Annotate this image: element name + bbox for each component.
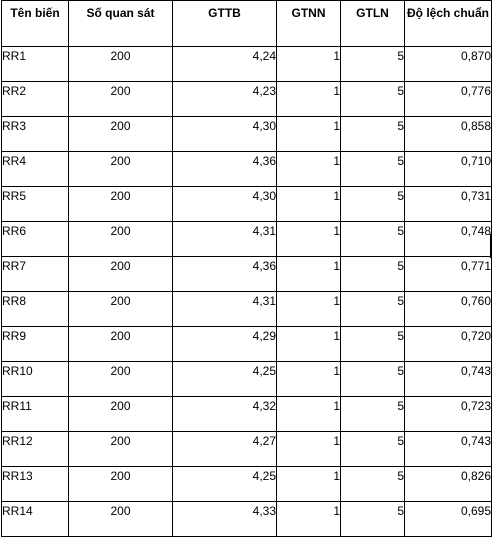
cell-variable-name: RR14: [2, 502, 69, 537]
cell-max: 5: [341, 117, 405, 152]
cell-variable-name: RR12: [2, 432, 69, 467]
cell-max: 5: [341, 502, 405, 537]
header-mean: GTTB: [173, 1, 277, 47]
cell-mean: 4,25: [173, 467, 277, 502]
cell-max: 5: [341, 327, 405, 362]
cell-max: 5: [341, 47, 405, 82]
table-row: [2, 187, 492, 222]
cell-observations: 200: [69, 397, 173, 432]
cell-observations: 200: [69, 222, 173, 257]
cell-variable-name: RR2: [2, 82, 69, 117]
cell-min: 1: [277, 502, 341, 537]
table-row: [2, 82, 492, 117]
cell-observations: 200: [69, 362, 173, 397]
cell-observations: 200: [69, 47, 173, 82]
cell-min: 1: [277, 82, 341, 117]
cell-std-dev: 0,710: [405, 152, 492, 187]
table-row: [2, 362, 492, 397]
cell-std-dev: 0,870: [405, 47, 492, 82]
cell-max: 5: [341, 152, 405, 187]
cell-max: 5: [341, 187, 405, 222]
table-body: [2, 47, 492, 537]
cell-variable-name: RR11: [2, 397, 69, 432]
table-row: [2, 432, 492, 467]
header-max: GTLN: [341, 1, 405, 47]
header-min: GTNN: [277, 1, 341, 47]
table-row: [2, 47, 492, 82]
cell-mean: 4,25: [173, 362, 277, 397]
cell-mean: 4,31: [173, 222, 277, 257]
cell-mean: 4,30: [173, 117, 277, 152]
cell-std-dev: 0,776: [405, 82, 492, 117]
header-variable-name: Tên biến: [2, 1, 69, 47]
cell-std-dev: 0,826: [405, 467, 492, 502]
cell-max: 5: [341, 292, 405, 327]
cell-variable-name: RR6: [2, 222, 69, 257]
cell-min: 1: [277, 432, 341, 467]
cell-max: 5: [341, 467, 405, 502]
cell-min: 1: [277, 187, 341, 222]
table-row: [2, 117, 492, 152]
cell-min: 1: [277, 292, 341, 327]
cell-min: 1: [277, 327, 341, 362]
cell-observations: 200: [69, 502, 173, 537]
header-row: [2, 1, 492, 47]
table-row: [2, 292, 492, 327]
cell-std-dev: 0,858: [405, 117, 492, 152]
cell-min: 1: [277, 222, 341, 257]
cell-observations: 200: [69, 432, 173, 467]
cell-mean: 4,30: [173, 187, 277, 222]
table-row: [2, 397, 492, 432]
cell-observations: 200: [69, 292, 173, 327]
cell-observations: 200: [69, 467, 173, 502]
cell-min: 1: [277, 397, 341, 432]
cell-min: 1: [277, 152, 341, 187]
cell-observations: 200: [69, 152, 173, 187]
cell-mean: 4,36: [173, 152, 277, 187]
cell-std-dev: 0,760: [405, 292, 492, 327]
cell-mean: 4,27: [173, 432, 277, 467]
cell-observations: 200: [69, 82, 173, 117]
table-row: [2, 502, 492, 537]
header-std-dev: Độ lệch chuẩn: [405, 1, 492, 47]
cell-mean: 4,23: [173, 82, 277, 117]
cell-min: 1: [277, 362, 341, 397]
table-row: [2, 327, 492, 362]
cell-std-dev: 0,720: [405, 327, 492, 362]
cell-observations: 200: [69, 187, 173, 222]
cell-mean: 4,33: [173, 502, 277, 537]
cell-max: 5: [341, 82, 405, 117]
cell-observations: 200: [69, 327, 173, 362]
cell-variable-name: RR1: [2, 47, 69, 82]
cell-max: 5: [341, 432, 405, 467]
cell-variable-name: RR4: [2, 152, 69, 187]
table-row: [2, 467, 492, 502]
cell-variable-name: RR5: [2, 187, 69, 222]
cell-variable-name: RR8: [2, 292, 69, 327]
cell-max: 5: [341, 397, 405, 432]
cell-std-dev: 0,743: [405, 362, 492, 397]
cell-std-dev: 0,748: [405, 222, 492, 257]
table-row: [2, 257, 492, 292]
cell-min: 1: [277, 467, 341, 502]
cell-min: 1: [277, 117, 341, 152]
cell-mean: 4,36: [173, 257, 277, 292]
statistics-table: [1, 0, 492, 537]
cell-variable-name: RR10: [2, 362, 69, 397]
cell-max: 5: [341, 257, 405, 292]
cell-variable-name: RR7: [2, 257, 69, 292]
cell-std-dev: 0,723: [405, 397, 492, 432]
cell-mean: 4,24: [173, 47, 277, 82]
cell-variable-name: RR9: [2, 327, 69, 362]
cell-mean: 4,32: [173, 397, 277, 432]
cell-variable-name: RR3: [2, 117, 69, 152]
cell-std-dev: 0,771: [405, 257, 492, 292]
cell-std-dev: 0,695: [405, 502, 492, 537]
cell-max: 5: [341, 222, 405, 257]
cursor-edge-marker: [490, 234, 491, 258]
cell-observations: 200: [69, 257, 173, 292]
table-row: [2, 152, 492, 187]
cell-min: 1: [277, 257, 341, 292]
cell-mean: 4,29: [173, 327, 277, 362]
cell-std-dev: 0,731: [405, 187, 492, 222]
cell-std-dev: 0,743: [405, 432, 492, 467]
cell-observations: 200: [69, 117, 173, 152]
table-row: [2, 222, 492, 257]
cell-max: 5: [341, 362, 405, 397]
cell-min: 1: [277, 47, 341, 82]
header-observations: Số quan sát: [69, 1, 173, 47]
cell-variable-name: RR13: [2, 467, 69, 502]
cell-mean: 4,31: [173, 292, 277, 327]
